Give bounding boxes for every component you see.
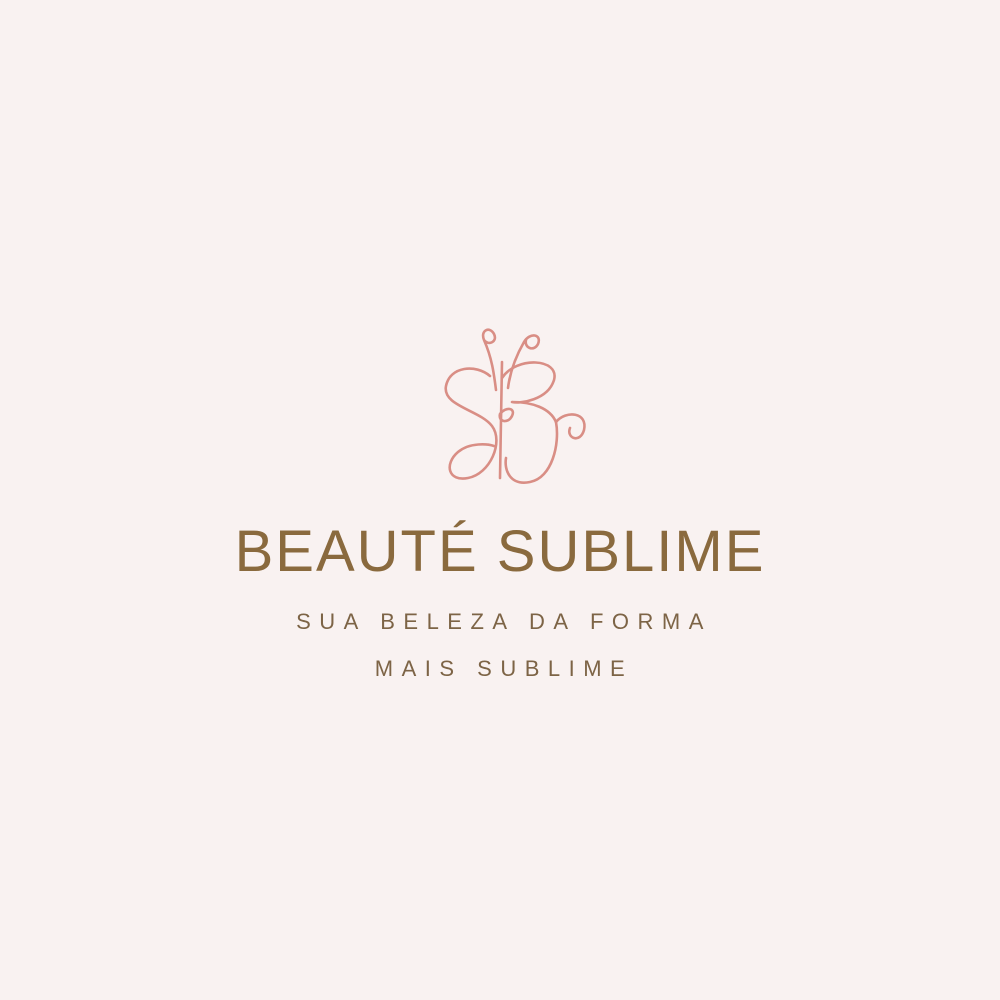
sb-butterfly-monogram-icon	[420, 318, 600, 498]
brand-name: BEAUTÉ SUBLIME	[234, 519, 766, 584]
tagline-line-1: SUA BELEZA DA FORMA	[296, 609, 712, 634]
tagline-line-2: MAIS SUBLIME	[374, 656, 634, 681]
